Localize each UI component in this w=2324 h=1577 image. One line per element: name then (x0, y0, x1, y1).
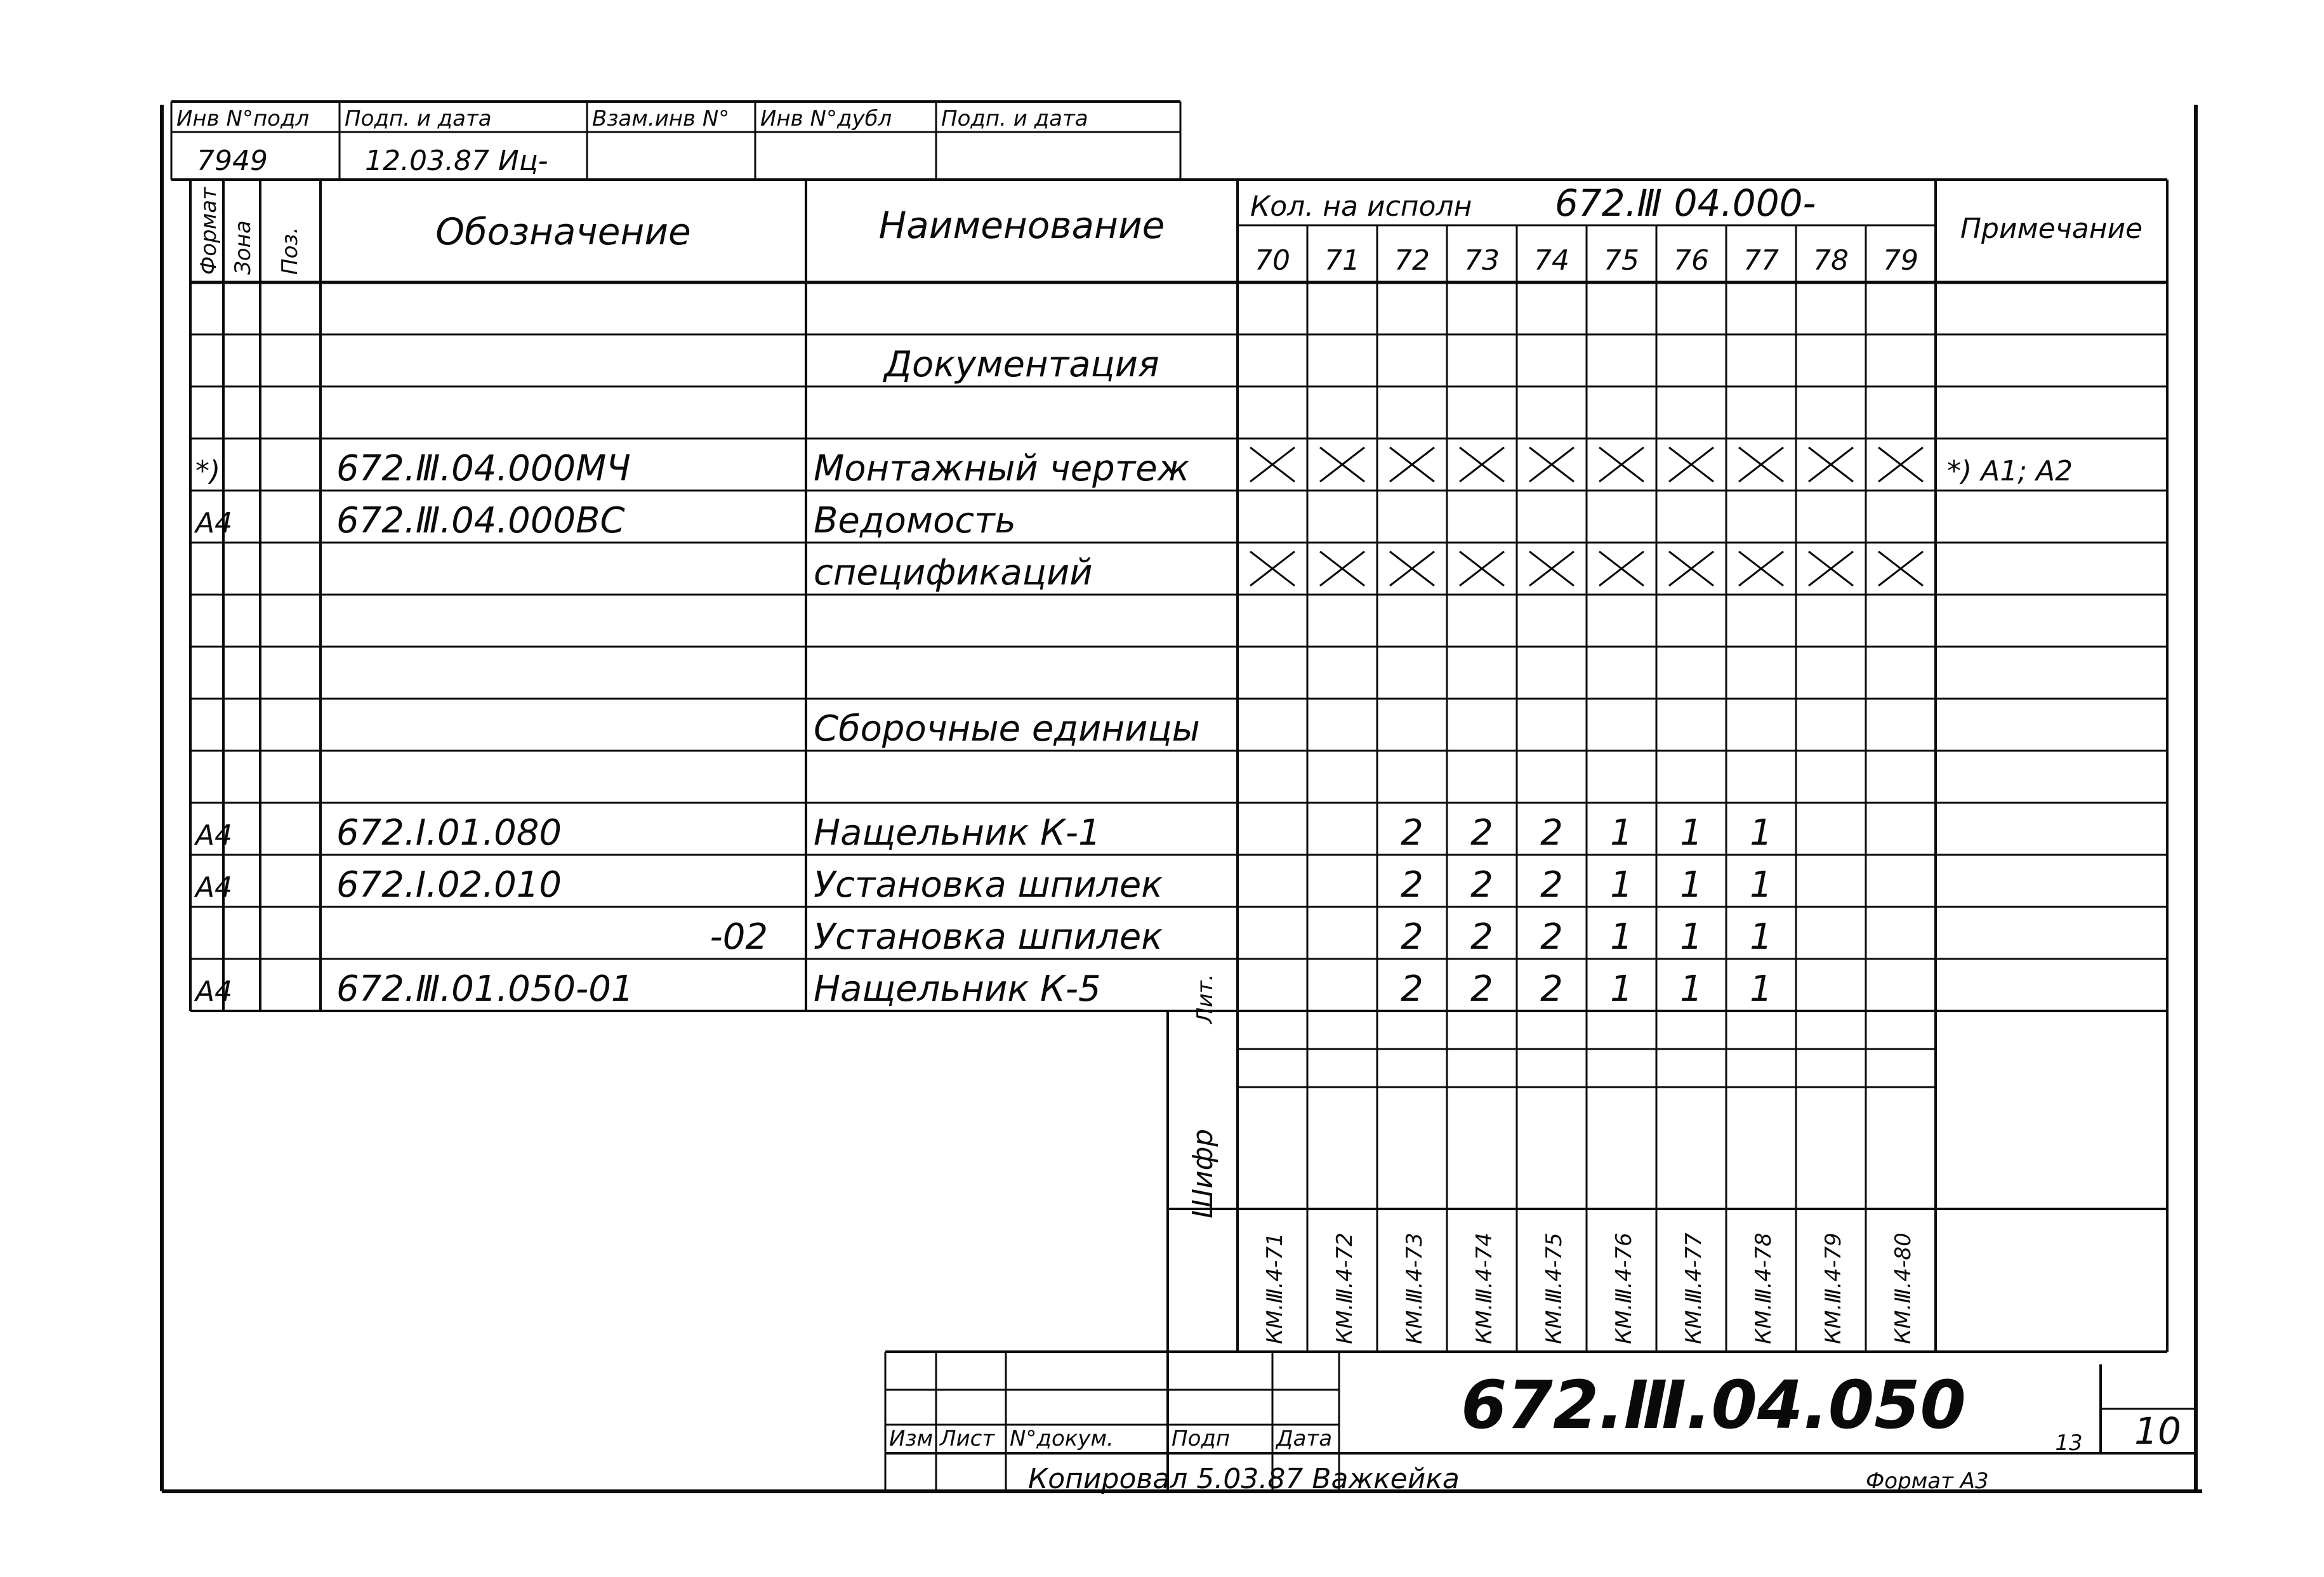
document-designation: 672.Ⅲ.04.050 (1461, 1366, 1966, 1444)
cipher-label: Шифр (1187, 1128, 1219, 1218)
qty-value: 1 (1680, 864, 1703, 906)
qty-value: 1 (1610, 812, 1633, 854)
row-designation: -02 (710, 916, 768, 958)
cipher-value: КМ.Ⅲ.4-74 (1472, 1232, 1497, 1344)
qty-value: 2 (1540, 968, 1563, 1010)
variant-number: 76 (1674, 244, 1709, 277)
variant-number: 74 (1534, 244, 1569, 277)
cipher-value: КМ.Ⅲ.4-79 (1821, 1232, 1846, 1344)
qty-value: 1 (1610, 864, 1633, 906)
row-designation: 672.Ⅲ.01.050-01 (336, 968, 634, 1010)
variant-number: 70 (1255, 244, 1290, 277)
qty-value: 2 (1470, 864, 1493, 906)
cipher-value: КМ.Ⅲ.4-73 (1402, 1232, 1427, 1344)
qty-value: 2 (1401, 812, 1423, 854)
row-name: Нащельник К-5 (814, 968, 1101, 1010)
stamp-value: 12.03.87 Иц- (365, 145, 548, 177)
variant-number: 78 (1813, 244, 1849, 277)
qty-value: 2 (1540, 916, 1563, 958)
title-block-label: Лист (940, 1426, 995, 1451)
qty-value: 2 (1540, 812, 1563, 854)
row-format: А4 (195, 819, 233, 852)
cipher-value: КМ.Ⅲ.4-80 (1891, 1232, 1916, 1344)
lit-label: Лит. (1192, 973, 1218, 1024)
qty-value: 2 (1401, 968, 1423, 1010)
row-format: *) (195, 455, 221, 487)
row-name: Ведомость (814, 500, 1016, 541)
row-name: спецификаций (814, 552, 1093, 593)
cipher-value: КМ.Ⅲ.4-76 (1611, 1232, 1637, 1344)
qty-value: 1 (1680, 812, 1703, 854)
qty-value: 2 (1540, 864, 1563, 906)
row-name: Монтажный чертеж (814, 448, 1190, 489)
row-designation: 672.Ⅲ.04.000МЧ (336, 448, 631, 489)
row-designation: 672.I.02.010 (336, 864, 562, 906)
title-block-label: Изм (889, 1426, 934, 1451)
qty-value: 1 (1680, 968, 1703, 1010)
variant-number: 72 (1394, 244, 1430, 277)
row-name: Документация (884, 344, 1159, 385)
variant-number: 77 (1743, 244, 1779, 277)
row-format: А4 (195, 871, 233, 904)
cipher-value: КМ.Ⅲ.4-75 (1542, 1232, 1567, 1344)
variant-number: 79 (1883, 244, 1918, 277)
cipher-value: КМ.Ⅲ.4-78 (1751, 1232, 1776, 1344)
row-name: Установка шпилек (814, 864, 1163, 906)
qty-value: 2 (1470, 916, 1493, 958)
row-designation: 672.Ⅲ.04.000ВС (336, 500, 625, 541)
header-designation: Обозначение (435, 210, 691, 253)
variant-number: 71 (1324, 244, 1360, 277)
header-qty-code: 672.Ⅲ 04.000- (1555, 181, 1816, 225)
qty-value: 1 (1750, 812, 1773, 854)
qty-value: 2 (1401, 916, 1423, 958)
title-block-label: N°докум. (1010, 1426, 1114, 1451)
stamp-header: Подп. и дата (345, 106, 492, 131)
copied-by: Копировал 5.03.87 Важкейка (1028, 1463, 1460, 1495)
cipher-value: КМ.Ⅲ.4-77 (1681, 1232, 1707, 1344)
row-note: *) А1; А2 (1947, 455, 2073, 487)
row-designation: 672.I.01.080 (336, 812, 562, 854)
sheet-side-number: 13 (2055, 1430, 2083, 1456)
qty-value: 2 (1470, 812, 1493, 854)
stamp-value: 7949 (197, 145, 268, 177)
header-zone: Зона (230, 220, 256, 275)
row-name: Установка шпилек (814, 916, 1163, 958)
header-name: Наименование (878, 204, 1165, 247)
stamp-header: Инв N°подл (176, 106, 310, 131)
qty-value: 1 (1680, 916, 1703, 958)
cipher-value: КМ.Ⅲ.4-72 (1332, 1232, 1357, 1344)
variant-number: 73 (1464, 244, 1500, 277)
variant-number: 75 (1604, 244, 1639, 277)
qty-value: 1 (1610, 916, 1633, 958)
row-format: А4 (195, 975, 233, 1008)
stamp-header: Подп. и дата (941, 106, 1088, 131)
cipher-value: КМ.Ⅲ.4-71 (1262, 1232, 1288, 1344)
header-qty-title: Кол. на исполн (1250, 190, 1472, 223)
header-note: Примечание (1960, 213, 2143, 245)
qty-value: 1 (1610, 968, 1633, 1010)
sheet-number: 10 (2134, 1409, 2181, 1453)
row-format: А4 (195, 507, 233, 539)
stamp-header: Взам.инв N° (592, 106, 730, 131)
title-block-label: Подп (1172, 1426, 1231, 1451)
qty-value: 1 (1750, 968, 1773, 1010)
header-format: Формат (196, 187, 221, 275)
stamp-header: Инв N°дубл (760, 106, 892, 131)
header-pos: Поз. (277, 227, 303, 275)
qty-value: 1 (1750, 916, 1773, 958)
row-name: Сборочные единицы (814, 708, 1200, 749)
title-block-label: Дата (1276, 1426, 1333, 1451)
row-name: Нащельник К-1 (814, 812, 1101, 854)
sheet-format: Формат А3 (1866, 1468, 1989, 1494)
qty-value: 1 (1750, 864, 1773, 906)
qty-value: 2 (1470, 968, 1493, 1010)
qty-value: 2 (1401, 864, 1423, 906)
